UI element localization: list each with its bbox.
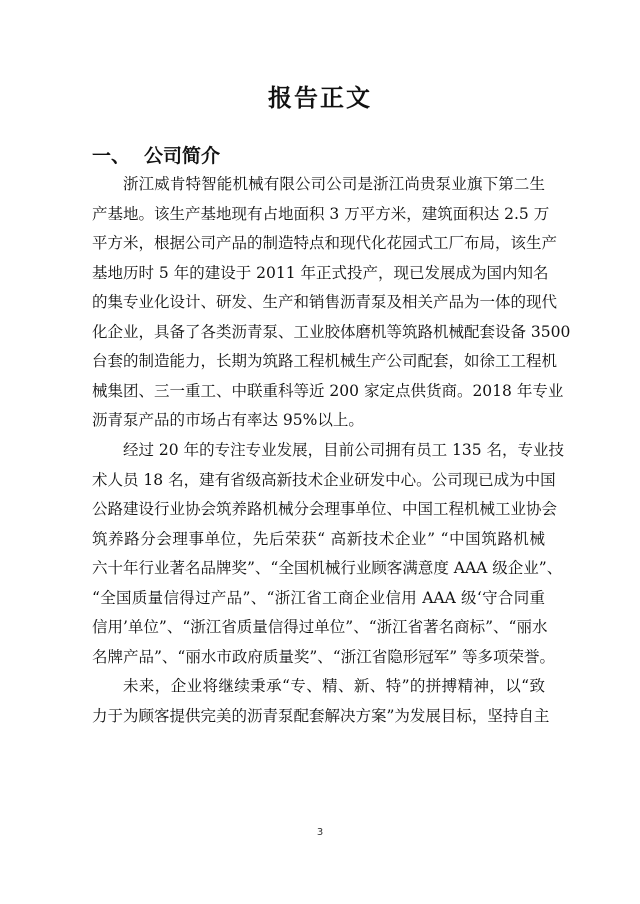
paragraph-line: 平方米，根据公司产品的制造特点和现代化花园式工厂布局，该生产 <box>92 234 558 252</box>
paragraph-line: 筑养路分会理事单位，先后荣获“ 高新技术企业” “中国筑路机械 <box>92 529 545 548</box>
paragraph-line: 产基地。该生产基地现有占地面积 3 万平方米，建筑面积达 2.5 万 <box>92 204 550 223</box>
paragraph-line: 公路建设行业协会筑养路机械分会理事单位、中国工程机械工业协会 <box>92 500 558 518</box>
paragraph-development <box>92 436 565 672</box>
paragraph-line: 化企业，具备了各类沥青泵、工业胶体磨机等筑路机械配套设备 3500 <box>92 322 571 341</box>
document-title: 报告正文 <box>268 84 372 112</box>
section-number: 一、 <box>92 145 131 167</box>
paragraph-company-intro <box>92 170 571 436</box>
paragraph-line: 的集专业化设计、研发、生产和销售沥青泵及相关产品为一体的现代 <box>92 293 558 311</box>
paragraph-line: 浙江威肯特智能机械有限公司公司是浙江尚贵泵业旗下第二生 <box>123 175 545 193</box>
paragraph-line: 经过 20 年的专注专业发展，目前公司拥有员工 135 名，专业技 <box>123 441 565 459</box>
section-title: 公司简介 <box>144 145 221 167</box>
paragraph-line: 台套的制造能力，长期为筑路工程机械生产公司配套，如徐工工程机 <box>92 352 558 370</box>
paragraph-line: 六十年行业著名品牌奖”、“全国机械行业顾客满意度 AAA 级企业”、 <box>92 559 563 577</box>
paragraph-line: 信用’单位”、“浙江省质量信得过单位”、“浙江省著名商标”、“丽水 <box>92 618 548 636</box>
paragraph-line: 术人员 18 名，建有省级高新技术企业研发中心。公司现已成为中国 <box>92 470 556 489</box>
paragraph-line: 未来，企业将继续秉承“专、精、新、特”的拼搏精神，以“致 <box>123 677 545 695</box>
page-number: 3 <box>316 827 324 838</box>
paragraph-line: 力于为顾客提供完美的沥青泵配套解决方案”为发展目标，坚持自主 <box>92 706 550 725</box>
paragraph-line: “全国质量信得过产品”、“浙江省工商企业信用 AAA 级‘守合同重 <box>92 588 545 607</box>
paragraph-line: 名牌产品”、“丽水市政府质量奖”、“浙江省隐形冠军” 等多项荣誉。 <box>92 647 556 666</box>
paragraph-line: 基地历时 5 年的建设于 2011 年正式投产，现已发展成为国内知名 <box>92 263 549 282</box>
paragraph-future <box>92 672 550 731</box>
section-heading <box>92 142 220 170</box>
paragraph-line: 械集团、三一重工、中联重科等近 200 家定点供货商。2018 年专业 <box>92 381 564 400</box>
paragraph-line: 沥青泵产品的市场占有率达 95%以上。 <box>92 411 364 429</box>
